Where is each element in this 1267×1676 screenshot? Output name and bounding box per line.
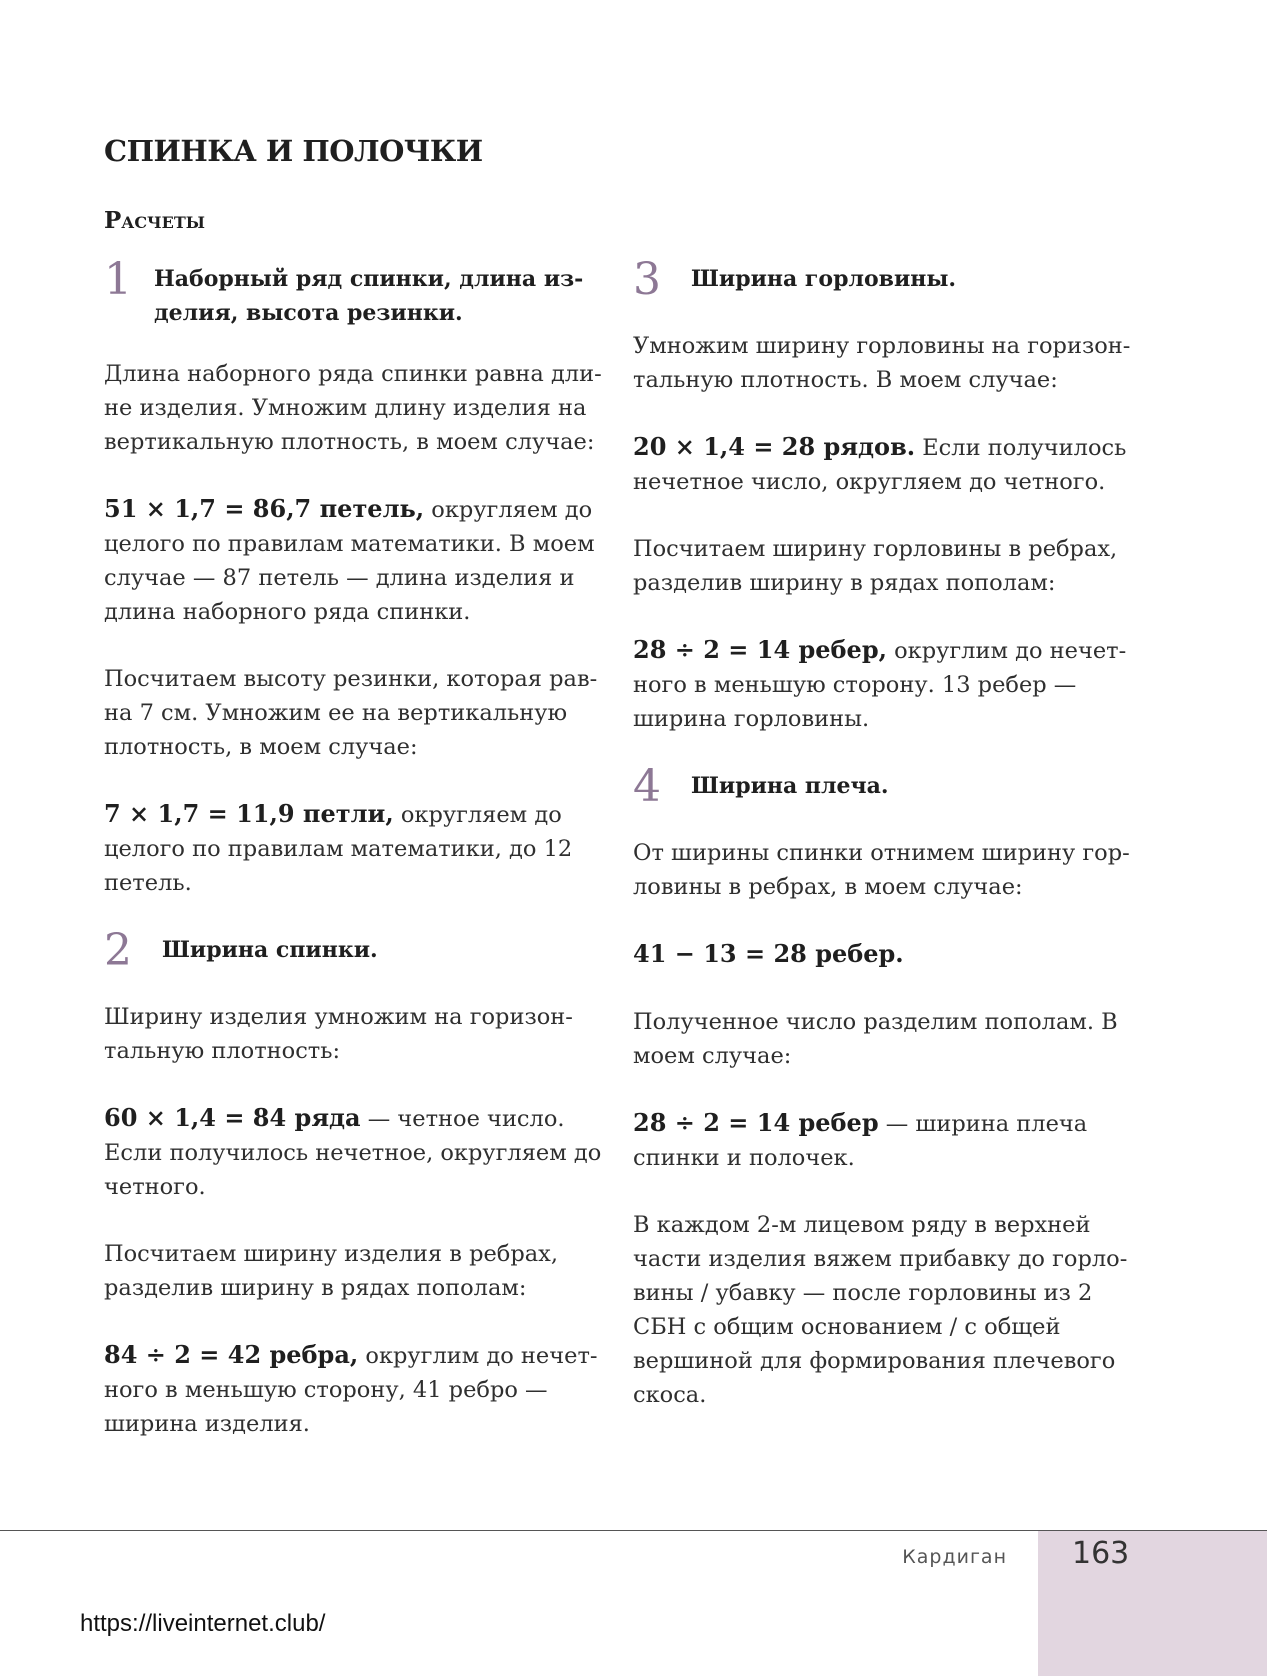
formula: 28 ÷ 2 = 14 ребер: [633, 1108, 879, 1137]
section-subheading: Расчеты: [104, 207, 205, 234]
paragraph: Посчитаем высоту резинки, которая рав-на 7 см. Умножим ее на вертикальную плотность, в моем случае:: [104, 666, 598, 760]
paragraph: От ширины спинки отнимем ширину гор-ловины в ребрах, в моем случае:: [633, 840, 1130, 900]
page-number: 163: [1072, 1536, 1130, 1571]
step-number: 1: [104, 254, 132, 305]
step-title: Ширина спинки.: [162, 937, 378, 963]
formula-paragraph: [104, 492, 604, 629]
formula: 20 × 1,4 = 28 рядов.: [633, 432, 916, 461]
page-heading: СПИНКА И ПОЛОЧКИ: [104, 134, 483, 168]
formula-paragraph: [633, 633, 1133, 736]
step-title: Ширина горловины.: [691, 266, 957, 292]
formula-text: — ширина плеча спинки и полочек.: [633, 1111, 1088, 1171]
formula-paragraph: [633, 430, 1133, 499]
formula: 84 ÷ 2 = 42 ребра,: [104, 1340, 359, 1369]
formula-text: округлим до нечет-ного в меньшую сторону, 41 ребро — ширина изделия.: [104, 1343, 598, 1437]
footer-chapter-label: Кардиган: [902, 1546, 1007, 1568]
step-2: [104, 925, 604, 976]
paragraph: Умножим ширину горловины на горизон-тальную плотность. В моем случае:: [633, 333, 1131, 393]
left-column: [104, 254, 604, 1474]
formula-text: Если получилось нечетное число, округляем до четного.: [633, 435, 1127, 495]
paragraph: Посчитаем ширину горловины в ребрах, разделив ширину в рядах пополам:: [633, 536, 1118, 596]
formula: 41 − 13 = 28 ребер.: [633, 939, 904, 968]
formula-paragraph: [633, 1106, 1133, 1175]
step-number: 3: [633, 254, 661, 305]
step-3: [633, 254, 1133, 305]
formula-text: округляем до целого по правилам математики, до 12 петель.: [104, 802, 573, 896]
paragraph: Посчитаем ширину изделия в ребрах, разделив ширину в рядах пополам:: [104, 1241, 558, 1301]
formula-text: — четное число. Если получилось нечетное, округляем до четного.: [104, 1106, 602, 1200]
watermark-url[interactable]: https://liveinternet.club/: [80, 1610, 326, 1637]
paragraph: Длина наборного ряда спинки равна дли-не изделия. Умножим длину изделия на вертикальную плотность, в моем случае:: [104, 361, 602, 455]
formula-paragraph: [633, 937, 1133, 972]
paragraph: Полученное число разделим пополам. В моем случае:: [633, 1009, 1118, 1069]
formula: 60 × 1,4 = 84 ряда: [104, 1103, 361, 1132]
formula-paragraph: [104, 1101, 604, 1204]
formula-text: округляем до целого по правилам математики. В моем случае — 87 петель — длина изделия и длина наборного ряда спинки.: [104, 497, 595, 625]
step-number: 4: [633, 761, 661, 812]
step-4: [633, 761, 1133, 812]
right-column: [633, 254, 1133, 1445]
formula: 7 × 1,7 = 11,9 петли,: [104, 799, 394, 828]
step-1: [104, 254, 604, 330]
formula: 28 ÷ 2 = 14 ребер,: [633, 635, 887, 664]
step-number: 2: [104, 925, 132, 976]
formula: 51 × 1,7 = 86,7 петель,: [104, 494, 425, 523]
step-title: Наборный ряд спинки, длина из-делия, высота резинки.: [154, 266, 584, 326]
formula-text: округлим до нечет-ного в меньшую сторону. 13 ребер — ширина горловины.: [633, 638, 1127, 732]
formula-paragraph: [104, 797, 604, 900]
step-title: Ширина плеча.: [691, 773, 889, 799]
paragraph: В каждом 2-м лицевом ряду в верхней части изделия вяжем прибавку до горло-вины / убавку — после горловины из 2 СБН с общим основанием / с общей вершиной для формирования плечевого скоса.: [633, 1212, 1128, 1408]
paragraph: Ширину изделия умножим на горизон-тальную плотность:: [104, 1004, 573, 1064]
formula-paragraph: [104, 1338, 604, 1441]
